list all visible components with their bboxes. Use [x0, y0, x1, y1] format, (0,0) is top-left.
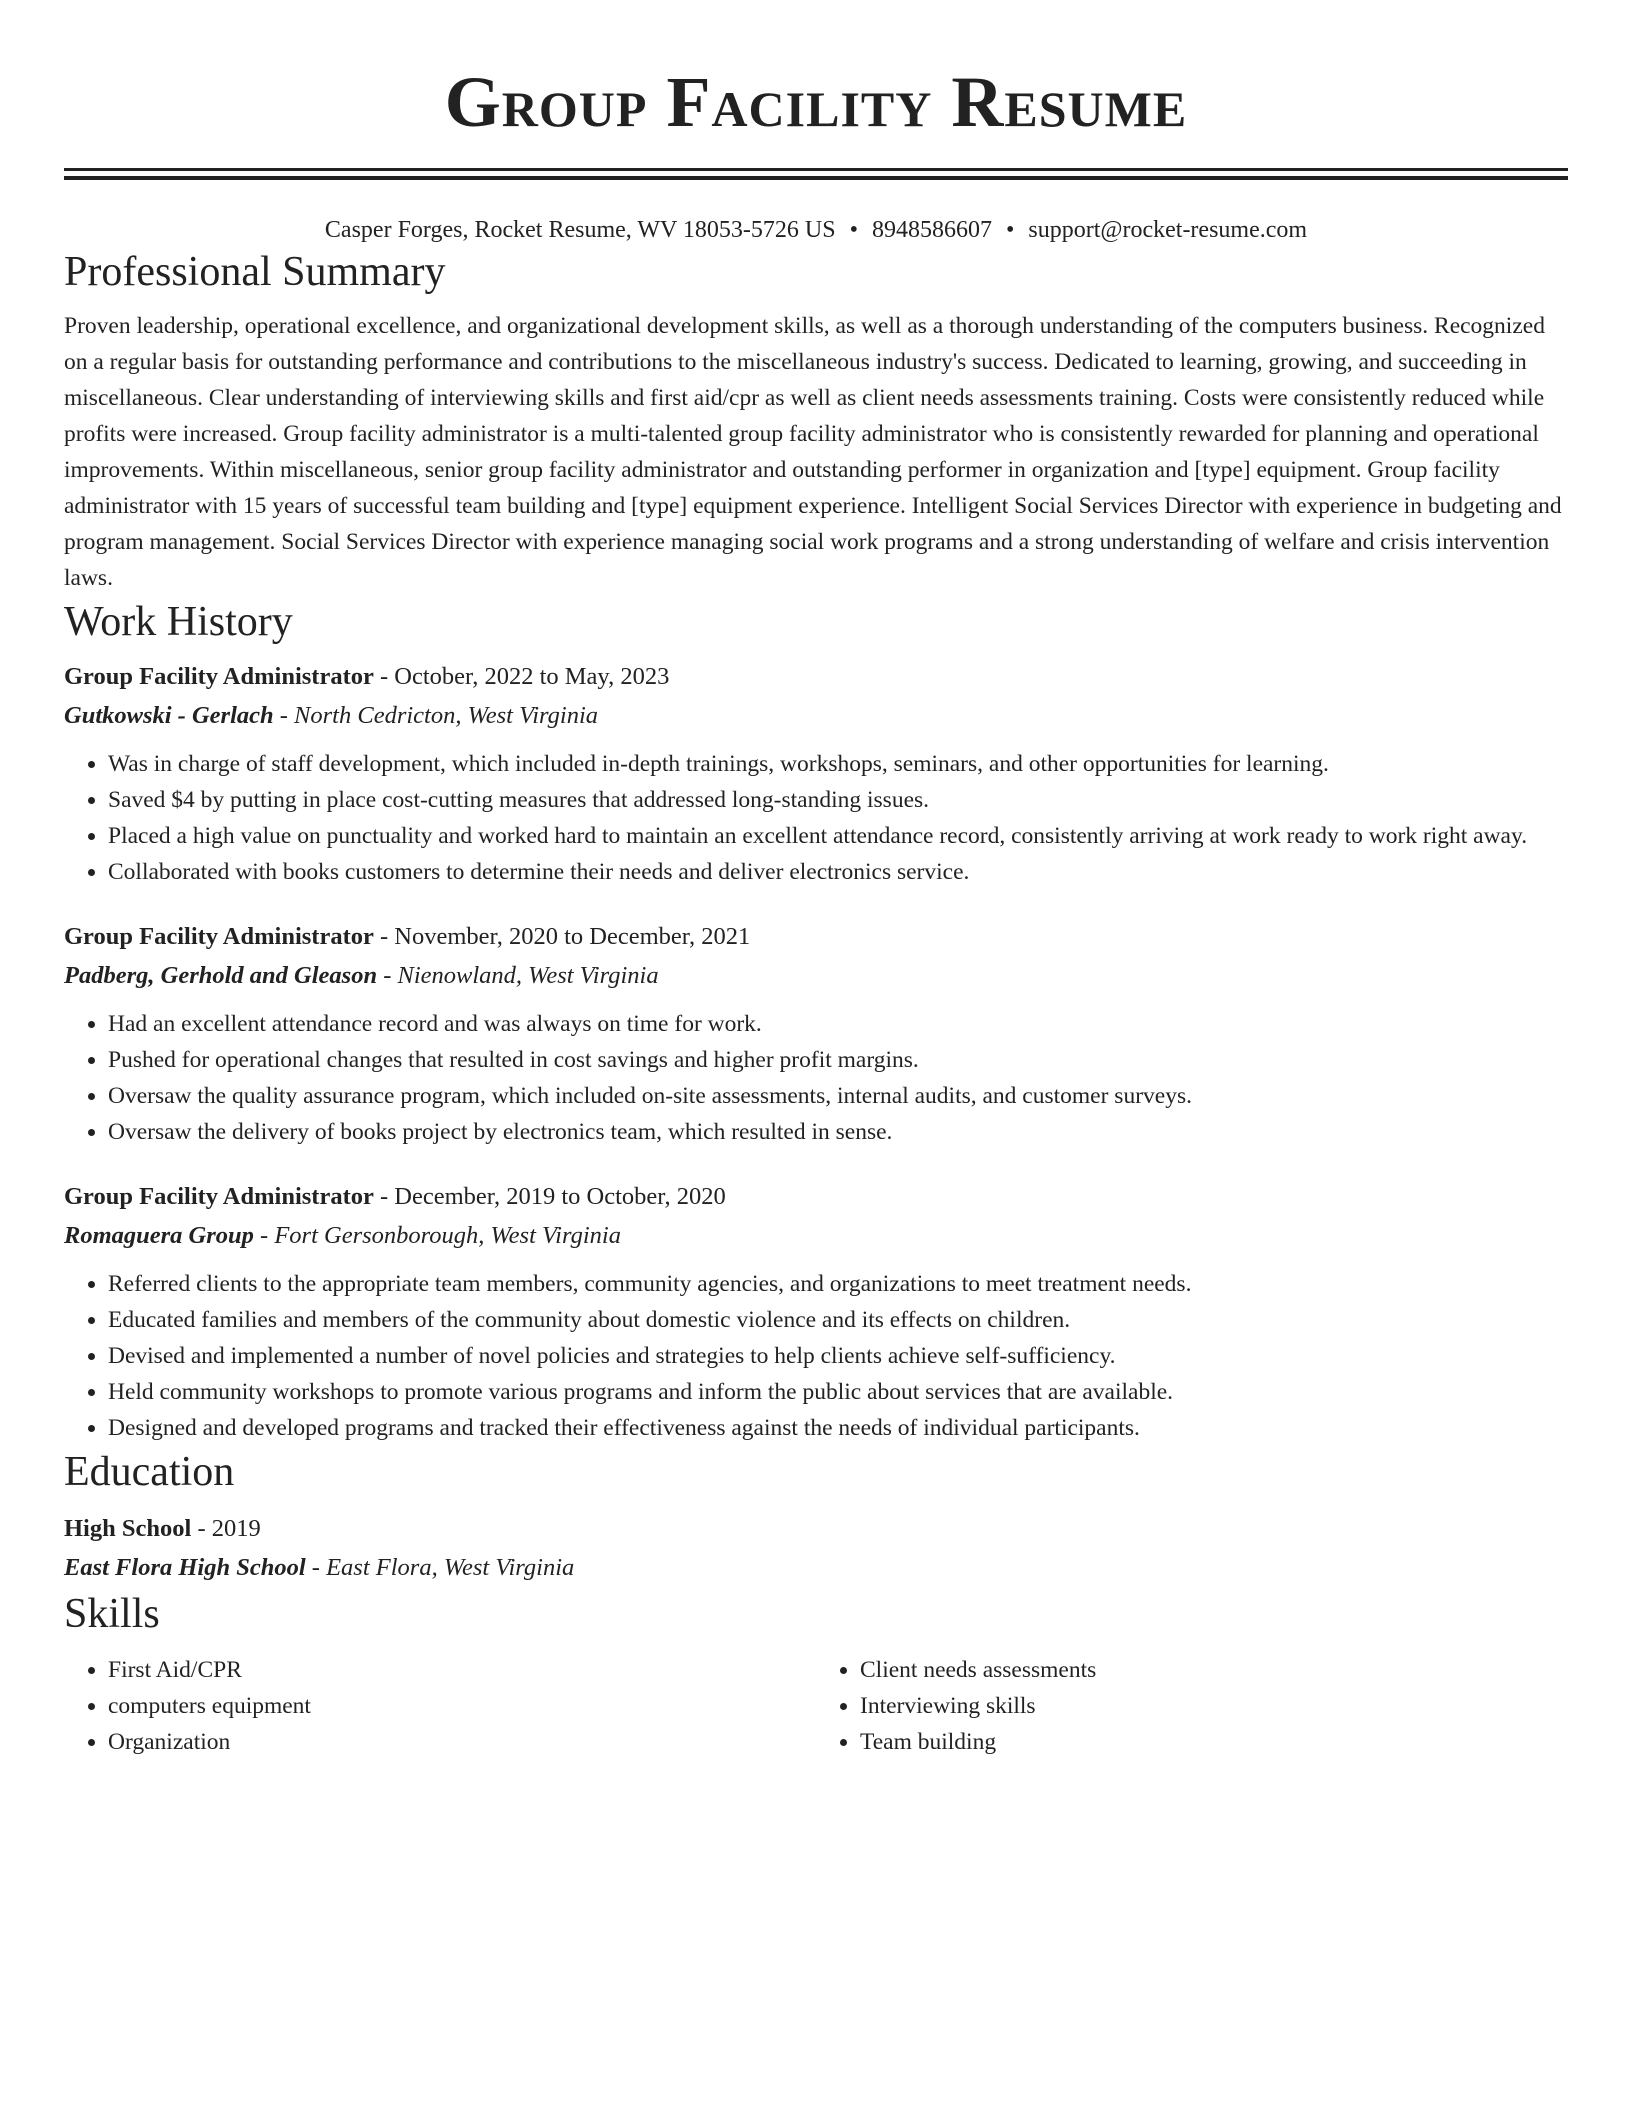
education-entry	[64, 1510, 1568, 1588]
job-title-line	[64, 658, 1568, 696]
list-item: • Was in charge of staff development, which included in-depth trainings, workshops, seminars, and other opportunities for learning.	[108, 746, 1568, 782]
list-item: • Interviewing skills	[860, 1688, 1568, 1724]
list-item: • Referred clients to the appropriate team members, community agencies, and organizations to meet treatment needs.	[108, 1266, 1568, 1302]
job-location: - Nienowland, West Virginia	[377, 962, 659, 989]
job-company-line	[64, 1216, 1568, 1256]
contact-separator: •	[849, 217, 858, 243]
list-item: • Devised and implemented a number of novel policies and strategies to help clients achieve self-sufficiency.	[108, 1338, 1568, 1374]
education-location: - East Flora, West Virginia	[305, 1554, 575, 1581]
list-item: • Client needs assessments	[860, 1652, 1568, 1688]
job-dates: - December, 2019 to October, 2020	[373, 1183, 726, 1210]
job-company-line	[64, 956, 1568, 996]
job-dates: - November, 2020 to December, 2021	[373, 923, 751, 950]
education-heading: Education	[64, 1449, 235, 1495]
job-title: Group Facility Administrator	[64, 663, 374, 690]
summary-heading: Professional Summary	[64, 249, 446, 295]
work-history-heading: Work History	[64, 599, 293, 645]
job-title-line	[64, 918, 1568, 956]
job-entry	[64, 918, 1568, 1150]
job-entry	[64, 658, 1568, 890]
list-item: • Organization	[108, 1724, 816, 1760]
skills-columns	[64, 1652, 1568, 1760]
contact-phone: 8948586607	[871, 217, 992, 243]
skills-left-list	[64, 1652, 816, 1760]
job-company: Gutkowski - Gerlach	[64, 702, 274, 729]
contact-line	[64, 214, 1568, 246]
list-item: • Pushed for operational changes that resulted in cost savings and higher profit margins.	[108, 1042, 1568, 1078]
list-item: • Oversaw the delivery of books project by electronics team, which resulted in sense.	[108, 1114, 1568, 1150]
title-divider-bottom	[64, 176, 1568, 180]
education-year: - 2019	[191, 1515, 261, 1542]
summary-text: Proven leadership, operational excellence, and organizational development skills, as well as a thorough understanding of the computers business. Recognized on a regular basis for outstanding performance and contributions to the miscellaneous industry's success. Dedicated to learning, growing, and succeeding in miscellaneous. Clear understanding of interviewing skills and first aid/cpr as well as client needs assessments training. Costs were consistently reduced while profits were increased. Group facility administrator is a multi-talented group facility administrator who is consistently rewarded for planning and operational improvements. Within miscellaneous, senior group facility administrator and outstanding performer in organization and [type] equipment. Group facility administrator with 15 years of successful team building and [type] equipment experience. Intelligent Social Services Director with experience in budgeting and program management. Social Services Director with experience managing social work programs and a strong understanding of welfare and crisis intervention laws.	[64, 313, 1562, 591]
list-item: • computers equipment	[108, 1688, 816, 1724]
job-bullets	[64, 1266, 1568, 1446]
job-company: Padberg, Gerhold and Gleason	[64, 962, 378, 989]
job-bullets	[64, 1006, 1568, 1150]
job-entry	[64, 1178, 1568, 1446]
education-school: East Flora High School	[64, 1554, 306, 1581]
contact-address: Casper Forges, Rocket Resume, WV 18053-5726 US	[324, 217, 836, 243]
skills-right-list	[816, 1652, 1568, 1760]
job-company-line	[64, 696, 1568, 736]
job-title-line	[64, 1178, 1568, 1216]
list-item: • Oversaw the quality assurance program, which included on-site assessments, internal audits, and customer surveys.	[108, 1078, 1568, 1114]
resume-title: Group Facility Resume	[444, 62, 1188, 142]
job-title: Group Facility Administrator	[64, 1183, 374, 1210]
list-item: • Saved $4 by putting in place cost-cutting measures that addressed long-standing issues.	[108, 782, 1568, 818]
list-item: • Designed and developed programs and tracked their effectiveness against the needs of individual participants.	[108, 1410, 1568, 1446]
education-degree-line	[64, 1510, 1568, 1548]
job-title: Group Facility Administrator	[64, 923, 374, 950]
job-dates: - October, 2022 to May, 2023	[373, 663, 670, 690]
education-degree: High School	[64, 1515, 192, 1542]
job-location: - North Cedricton, West Virginia	[273, 702, 599, 729]
job-location: - Fort Gersonborough, West Virginia	[253, 1222, 621, 1249]
education-school-line	[64, 1548, 1568, 1588]
list-item: • First Aid/CPR	[108, 1652, 816, 1688]
list-item: • Team building	[860, 1724, 1568, 1760]
job-bullets	[64, 746, 1568, 890]
contact-separator: •	[1005, 217, 1015, 243]
list-item: • Collaborated with books customers to determine their needs and deliver electronics service.	[108, 854, 1568, 890]
skills-heading: Skills	[64, 1591, 160, 1637]
list-item: • Educated families and members of the community about domestic violence and its effects on children.	[108, 1302, 1568, 1338]
list-item: • Placed a high value on punctuality and worked hard to maintain an excellent attendance record, consistently arriving at work ready to work right away.	[108, 818, 1568, 854]
list-item: • Had an excellent attendance record and was always on time for work.	[108, 1006, 1568, 1042]
resume-page	[64, 0, 1568, 1760]
list-item: • Held community workshops to promote various programs and inform the public about services that are available.	[108, 1374, 1568, 1410]
title-divider-top	[64, 168, 1568, 171]
job-company: Romaguera Group	[64, 1222, 254, 1249]
contact-email: support@rocket-resume.com	[1028, 217, 1308, 243]
